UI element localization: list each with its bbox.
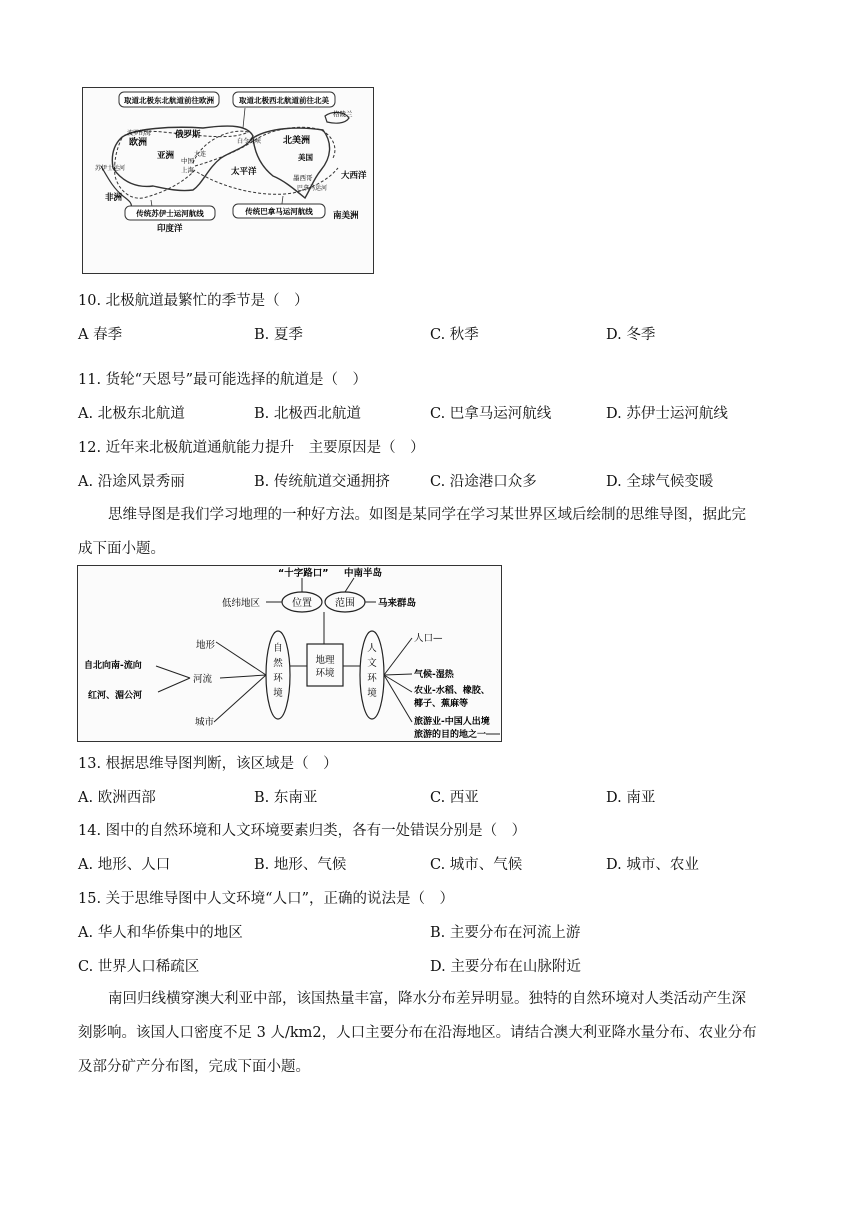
intro-paragraph-3	[78, 982, 788, 1084]
natural-char-1: 自	[273, 643, 283, 654]
bering-label: 白令海峡	[237, 138, 262, 145]
q14-stem: 14. 图中的自然环境和人文环境要素归类，各有一处错误分别是（ ）	[78, 823, 527, 839]
q12-option-d[interactable]: D. 全球气候变暖	[606, 474, 714, 490]
q11-option-d[interactable]: D. 苏伊士运河航线	[606, 406, 728, 422]
q11-option-c[interactable]: C. 巴拿马运河航线	[430, 406, 552, 422]
q15-option-b[interactable]: B. 主要分布在河流上游	[430, 925, 581, 941]
q10-option-a[interactable]: A 春季	[78, 327, 123, 343]
human-char-2: 文	[367, 658, 377, 669]
intro-2-line-1: 思维导图是我们学习地理的一种好方法。如图是某同学在学习某世界区域后绘制的思维导图，据此完	[108, 507, 746, 523]
q10-option-b[interactable]: B. 夏季	[254, 327, 303, 343]
q14-option-c[interactable]: C. 城市、气候	[430, 857, 523, 873]
indian-label: 印度洋	[157, 224, 183, 234]
human-char-3: 环	[367, 673, 377, 684]
low-latitude-label: 低纬地区	[222, 598, 261, 609]
rivers-label: 红河、湄公河	[88, 691, 143, 701]
panama-canal-label: 巴拿马运河	[297, 185, 328, 192]
q11-stem: 11. 货轮“天恩号”最可能选择的航道是（ ）	[78, 372, 367, 388]
crossroads-label: “十字路口”	[278, 568, 329, 579]
q10-stem: 10. 北极航道最繁忙的季节是（ ）	[78, 293, 309, 309]
arctic-routes-map-svg	[83, 88, 373, 273]
q11-option-a[interactable]: A. 北极东北航道	[78, 406, 185, 422]
intro-3-line-2: 刻影响。该国人口密度不足 3 人/km2，人口主要分布在沿海地区。请结合澳大利亚降水量分布、农业分布	[78, 1025, 757, 1041]
greenland-label: 格陵兰	[333, 110, 353, 118]
route-suez-label: 传统苏伊士运河航线	[136, 209, 204, 218]
connector-line	[156, 666, 190, 678]
connector-line	[384, 674, 412, 675]
climate-label: 气候-湿热	[414, 670, 454, 680]
china-label: 中国	[181, 157, 194, 165]
agriculture-label-1: 农业-水稻、橡胶、	[414, 686, 490, 696]
q10-option-d[interactable]: D. 冬季	[606, 327, 656, 343]
connector-line	[216, 642, 266, 675]
q12-stem: 12. 近年来北极航道通航能力提升 主要原因是（ ）	[78, 440, 425, 456]
city-label: 城市	[195, 717, 215, 728]
q12-option-b[interactable]: B. 传统航道交通拥挤	[254, 474, 390, 490]
connector-line	[384, 638, 412, 675]
arctic-routes-map	[82, 87, 374, 274]
connector-line	[158, 678, 190, 692]
route-nw-label: 取道北极西北航道前往北美	[239, 96, 329, 105]
south-america-label: 南美洲	[333, 211, 359, 221]
geo-env-label-2: 环境	[315, 668, 335, 679]
africa-label: 非洲	[105, 193, 123, 203]
flow-label: 自北向南-流向	[84, 661, 142, 671]
russia-label: 俄罗斯	[175, 130, 201, 140]
intro-paragraph-2	[78, 498, 788, 566]
q13-stem: 13. 根据思维导图判断，该区域是（ ）	[78, 756, 338, 772]
connector-line	[214, 675, 266, 722]
peninsula-label: 中南半岛	[344, 568, 383, 579]
connector-line	[345, 578, 354, 592]
mind-map-svg	[78, 566, 501, 741]
q15-option-d[interactable]: D. 主要分布在山脉附近	[430, 959, 581, 975]
river-label: 河流	[193, 674, 213, 685]
baltic-label: 波罗的海	[127, 130, 152, 137]
q15-stem: 15. 关于思维导图中人文环境“人口”，正确的说法是（ ）	[78, 891, 454, 907]
q11-option-b[interactable]: B. 北极西北航道	[254, 406, 361, 422]
q13-option-c[interactable]: C. 西亚	[430, 790, 479, 806]
route-panama-label: 传统巴拿马运河航线	[245, 207, 313, 216]
population-label: 人口—	[414, 633, 443, 644]
q15-option-a[interactable]: A. 华人和华侨集中的地区	[78, 925, 243, 941]
usa-label: 美国	[298, 153, 313, 162]
connector-line	[384, 675, 412, 692]
suez-label: 苏伊士运河	[95, 165, 126, 172]
atlantic-label: 大西洋	[341, 171, 367, 181]
route-ne-label: 取道北极东北航道前往欧洲	[124, 96, 214, 105]
tourism-label-1: 旅游业-中国人出境	[414, 717, 490, 727]
terrain-label: 地形	[196, 640, 216, 651]
q13-option-d[interactable]: D. 南亚	[606, 790, 656, 806]
q12-option-c[interactable]: C. 沿途港口众多	[430, 474, 537, 490]
connector-line	[384, 675, 412, 722]
intro-3-line-3: 及部分矿产分布图，完成下面小题。	[78, 1059, 310, 1075]
q14-option-a[interactable]: A. 地形、人口	[78, 857, 171, 873]
tourism-label-2: 旅游的目的地之一	[414, 730, 487, 740]
q10-option-c[interactable]: C. 秋季	[430, 327, 479, 343]
scope-label: 范围	[335, 598, 355, 609]
mind-map-figure	[77, 565, 502, 742]
q15-option-c[interactable]: C. 世界人口稀疏区	[78, 959, 200, 975]
connector-line	[220, 675, 266, 678]
dalian-label: 大连	[194, 151, 207, 158]
pacific-label: 太平洋	[231, 167, 257, 177]
q13-option-b[interactable]: B. 东南亚	[254, 790, 318, 806]
human-char-1: 人	[367, 643, 377, 654]
agriculture-label-2: 椰子、蕉麻等	[414, 699, 469, 709]
position-label: 位置	[292, 598, 312, 609]
geo-env-label-1: 地理	[315, 655, 335, 666]
q13-option-a[interactable]: A. 欧洲西部	[78, 790, 156, 806]
malay-label: 马来群岛	[378, 598, 417, 609]
europe-label: 欧洲	[129, 138, 148, 148]
human-char-4: 境	[367, 688, 377, 699]
intro-3-line-1: 南回归线横穿澳大利亚中部，该国热量丰富，降水分布差异明显。独特的自然环境对人类活动产生深	[108, 991, 746, 1007]
natural-char-4: 境	[273, 688, 283, 699]
natural-char-2: 然	[273, 658, 283, 669]
shanghai-label: 上海	[181, 166, 194, 174]
intro-2-line-2: 成下面小题。	[78, 541, 165, 557]
mexico-label: 墨西哥	[293, 174, 313, 182]
q14-option-d[interactable]: D. 城市、农业	[606, 857, 699, 873]
north-america-label: 北美洲	[283, 136, 311, 146]
asia-label: 亚洲	[157, 151, 175, 161]
q12-option-a[interactable]: A. 沿途风景秀丽	[78, 474, 185, 490]
natural-char-3: 环	[273, 673, 283, 684]
callout-line	[243, 108, 245, 128]
q14-option-b[interactable]: B. 地形、气候	[254, 857, 347, 873]
